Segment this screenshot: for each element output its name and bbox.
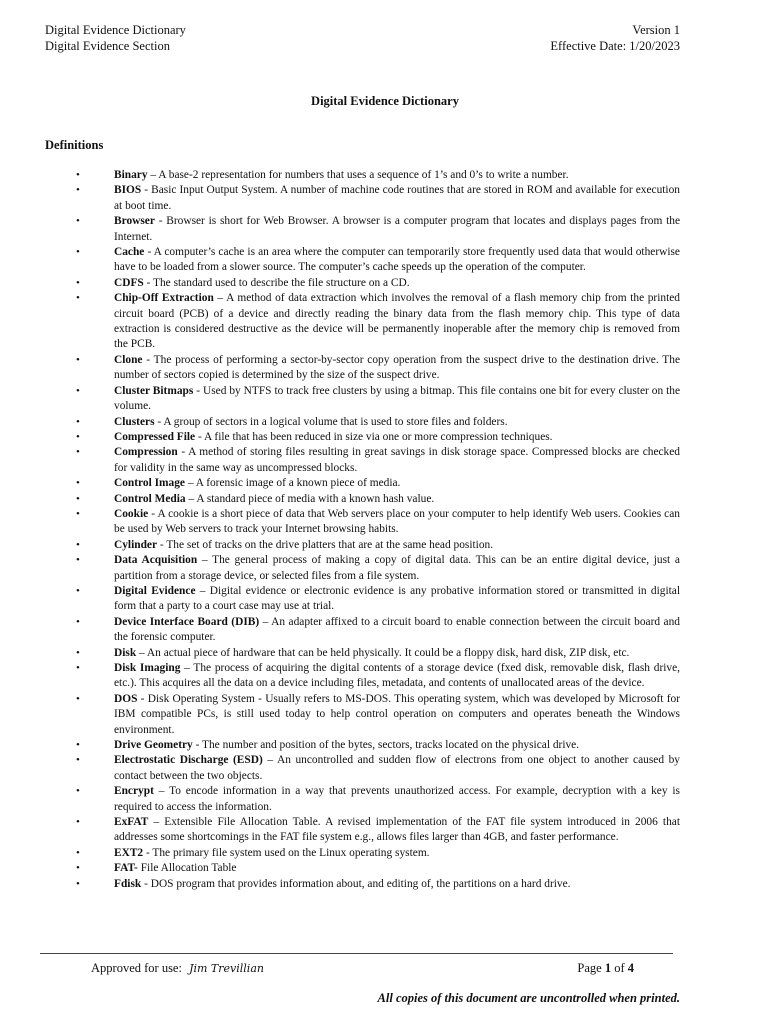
definition-text: - Used by NTFS to track free clusters by using a bitmap. This file contains one bit for every cluster on the volume. (114, 384, 680, 413)
definition-text: - A file that has been reduced in size via one or more compression techniques. (195, 430, 553, 443)
definition-item (0, 784, 770, 815)
definition-item (0, 538, 770, 553)
definition-term: DOS (114, 692, 138, 705)
definition-text: - DOS program that provides information about, and editing of, the partitions on a hard drive. (141, 877, 571, 890)
definition-item (0, 615, 770, 646)
definition-term: Compressed File (114, 430, 196, 443)
definition-term: EXT2 (114, 846, 144, 859)
definition-item (0, 661, 770, 692)
definition-term: Disk (114, 646, 137, 659)
page-current: 1 (604, 961, 612, 975)
definition-item (0, 846, 770, 861)
page-number (577, 961, 634, 976)
definition-item (0, 861, 770, 876)
section-heading: Definitions (45, 138, 104, 152)
definition-text: – A forensic image of a known piece of media. (184, 477, 401, 490)
definition-item (0, 753, 770, 784)
definition-term: Clone (114, 353, 143, 366)
definition-term: Encrypt (114, 785, 154, 798)
definition-term: Electrostatic Discharge (ESD) (114, 754, 263, 767)
definition-term: Chip-Off Extraction (114, 292, 214, 305)
definition-item (0, 430, 770, 445)
definition-term: Browser (114, 215, 155, 228)
definition-term: Cluster Bitmaps (114, 384, 194, 397)
definition-text: – Extensible File Allocation Table. A revised implementation of the FAT file system introduced in 2006 that addresses some shortcomings in the FAT file system e.g., allows files larger than 4GB, and faster performance. (114, 816, 680, 844)
definition-text: - Browser is short for Web Browser. A browser is a computer program that locates and displays pages from the Internet. (114, 215, 680, 243)
definition-item (0, 738, 770, 753)
header-section-name: Digital Evidence Section (45, 39, 170, 53)
document-header-right (550, 22, 680, 54)
definition-text: – An adapter affixed to a circuit board to enable connection between the circuit board and the forensic computer. (114, 615, 681, 644)
definition-text: - The primary file system used on the Linux operating system. (143, 846, 430, 859)
footer-divider (40, 953, 673, 954)
definition-text: – The process of acquiring the digital contents of a storage device (fxed disk, removable disk, flash drive, etc.). This acquires all the data on a device including files, metadata, and contents of unallocated areas of the device. (114, 662, 681, 690)
definition-text: File Allocation Table (137, 862, 237, 875)
document-header-left (45, 22, 186, 54)
definition-text: - The number and position of the bytes, sectors, tracks located on the physical drive. (192, 739, 580, 752)
definition-term: Control Image (114, 477, 185, 490)
definition-item (0, 692, 770, 738)
definition-term: Cache (114, 246, 145, 259)
definition-term: Fdisk (114, 877, 142, 890)
definition-term: Drive Geometry (114, 739, 193, 752)
definition-term: Digital Evidence (114, 584, 196, 597)
definition-item (0, 214, 770, 245)
definition-text: - A cookie is a short piece of data that Web servers place on your computer to help identify Web users. Cookies can be used by Web servers to track your Internet browsing habits. (114, 507, 680, 536)
definition-item (0, 445, 770, 476)
definition-item (0, 415, 770, 430)
header-effective-date: Effective Date: 1/20/2023 (550, 39, 680, 53)
definition-term: Disk Imaging (114, 662, 181, 674)
definition-item (0, 168, 770, 183)
definition-item (0, 353, 770, 384)
definition-term: Control Media (114, 492, 186, 505)
header-document-title: Digital Evidence Dictionary (45, 23, 186, 37)
definition-item (0, 553, 770, 584)
header-version: Version 1 (632, 23, 680, 37)
definition-text: – An actual piece of hardware that can be held physically. It could be a floppy disk, hard disk, ZIP disk, etc. (136, 646, 630, 659)
definition-text: – A base-2 representation for numbers that uses a sequence of 1’s and 0’s to write a number. (147, 169, 569, 181)
definition-text: - A computer’s cache is an area where the computer can temporarily store frequently used data that would otherwise have to be loaded from a slower source. The computer’s cache speeds up the operation of the computer. (114, 246, 680, 274)
definition-term: CDFS (114, 276, 144, 289)
definition-text: – Digital evidence or electronic evidence is any probative information stored or transmitted in digital form that a party to a court case may use at trial. (114, 584, 680, 613)
definitions-list (0, 168, 770, 892)
definition-item (0, 476, 770, 491)
definition-text: – An uncontrolled and sudden flow of electrons from one object to another caused by contact between the two objects. (114, 754, 680, 782)
definition-item (0, 291, 770, 353)
definition-text: - The process of performing a sector-by-sector copy operation from the suspect drive to the destination drive. The number of sectors copied is determined by the size of the suspect drive. (114, 353, 680, 382)
definition-term: Clusters (114, 415, 155, 428)
definition-term: Device Interface Board (DIB) (114, 615, 260, 628)
definition-item (0, 815, 770, 846)
definition-text: – To encode information in a way that prevents unauthorized access. For example, decryption with a key is required to access the information. (114, 785, 680, 813)
definition-item (0, 646, 770, 661)
definition-term: Cookie (114, 507, 149, 520)
definition-term: FAT- (114, 862, 138, 875)
uncontrolled-copy-disclaimer: All copies of this document are uncontrolled when printed. (377, 991, 680, 1005)
page-word: Page (577, 961, 602, 975)
definition-item (0, 507, 770, 538)
page-of: of (614, 961, 625, 975)
definition-term: Binary (114, 169, 148, 181)
definition-text: – A standard piece of media with a known hash value. (185, 492, 435, 505)
definition-text: - Disk Operating System - Usually refers to MS-DOS. This operating system, which was developed by Microsoft for IBM compatible PCs, is still used today to help control operation on computers and operates beneath the Windows environment. (114, 692, 680, 736)
definition-text: - A method of storing files resulting in great savings in disk storage space. Compressed blocks are checked for validity in the same way as uncompressed blocks. (114, 446, 680, 474)
definition-item (0, 492, 770, 507)
approved-label: Approved for use: (91, 961, 182, 975)
page-total: 4 (627, 961, 634, 975)
approver-signature: Jim Trevillian (189, 962, 264, 975)
definition-item (0, 877, 770, 892)
definition-item (0, 245, 770, 276)
definition-item (0, 384, 770, 415)
definition-term: ExFAT (114, 816, 149, 829)
page-title: Digital Evidence Dictionary (311, 94, 459, 108)
definition-term: Cylinder (114, 538, 158, 551)
definition-text: - The standard used to describe the file structure on a CD. (143, 276, 410, 289)
definition-text: - The set of tracks on the drive platters that are at the same head position. (157, 538, 494, 551)
definition-term: BIOS (114, 184, 142, 197)
definition-text: - A group of sectors in a logical volume that is used to store files and folders. (154, 415, 508, 428)
definition-text: - Basic Input Output System. A number of machine code routines that are stored in ROM and available for execution at boot time. (114, 184, 680, 212)
definition-text: – A method of data extraction which involves the removal of a flash memory chip from the printed circuit board (PCB) of a device and directly reading the binary data from the flash memory chip. This type of data extraction is considered destructive as the device will be permanently inoperable after the memory chip is removed from the PCB. (114, 292, 681, 351)
definition-term: Data Acquisition (114, 554, 198, 567)
definition-item (0, 183, 770, 214)
definition-item (0, 276, 770, 291)
definition-item (0, 584, 770, 615)
definition-term: Compression (114, 446, 178, 459)
definition-text: – The general process of making a copy of digital data. This can be an entire digital device, just a partition from a storage device, or selected files from a file system. (114, 554, 680, 582)
approval-line (91, 961, 264, 976)
